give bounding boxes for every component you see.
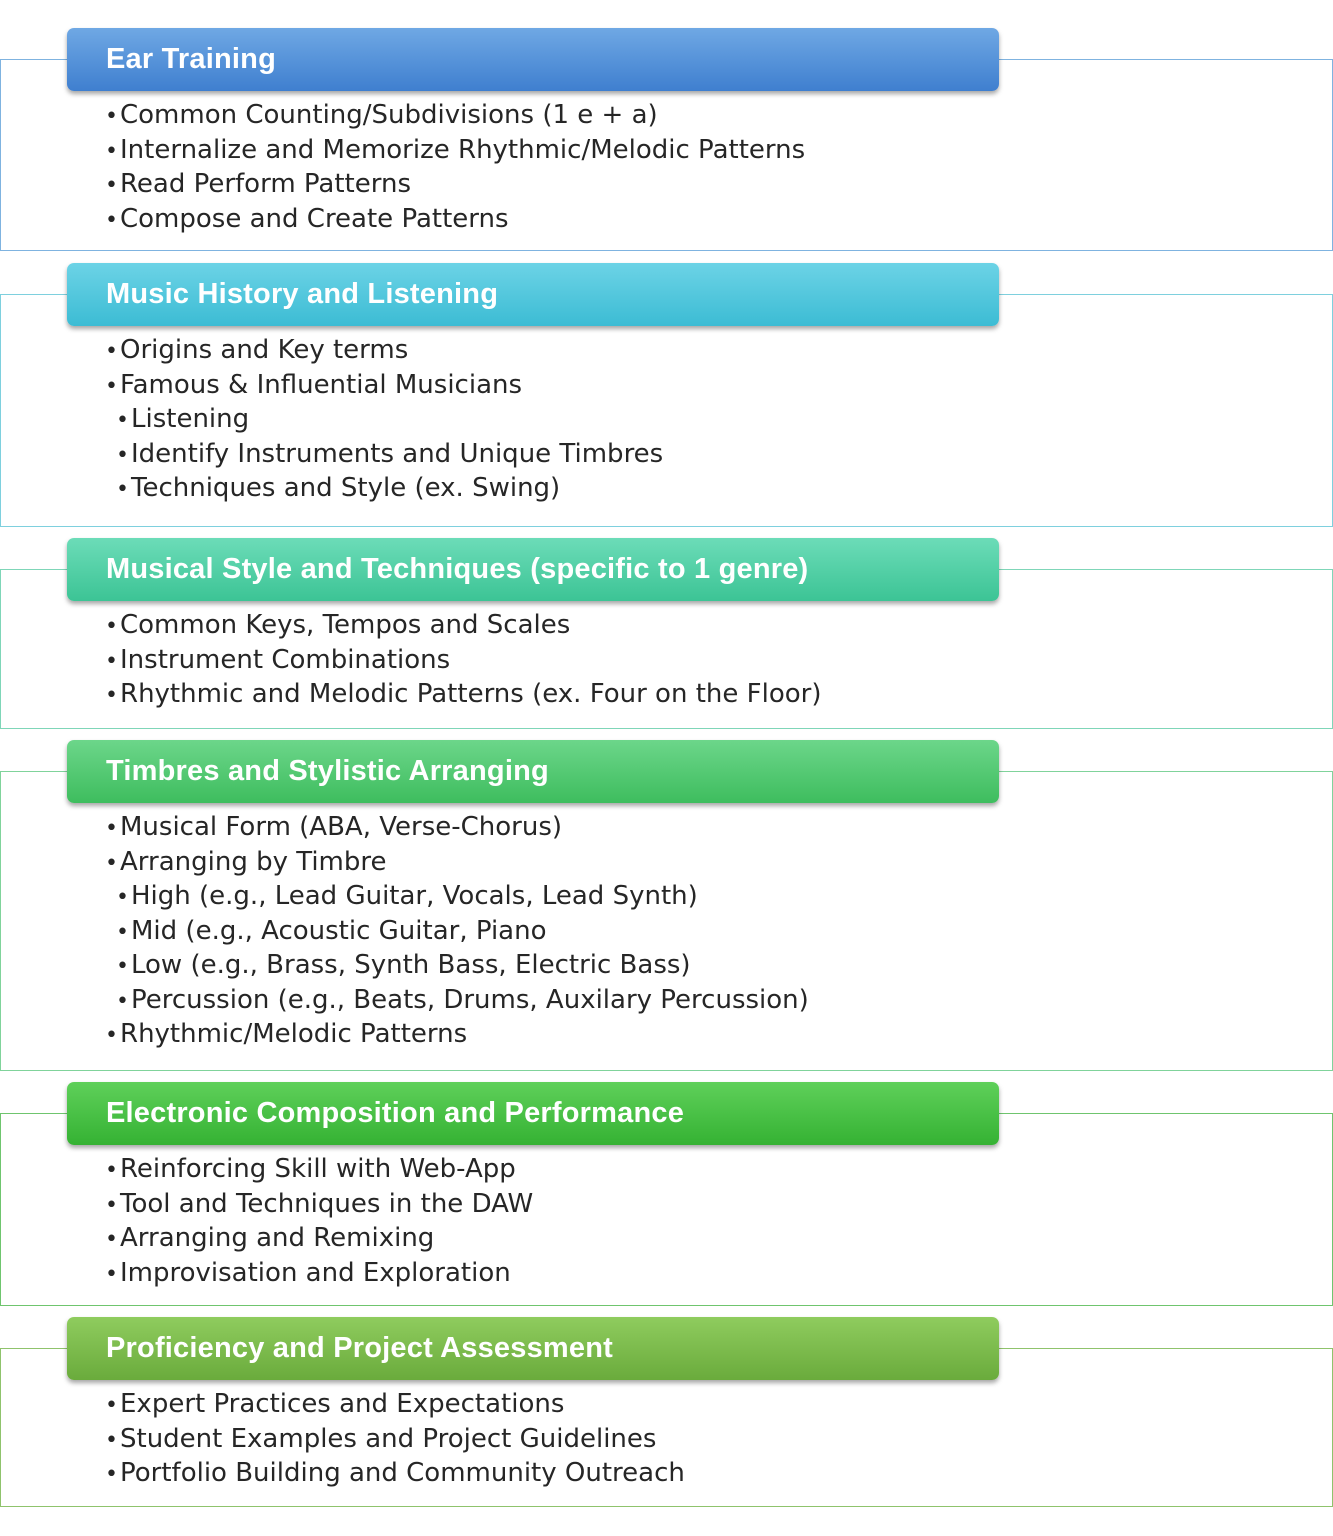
- section-header: Electronic Composition and Performance: [67, 1082, 999, 1145]
- list-item-text: Rhythmic/Melodic Patterns: [120, 1019, 468, 1049]
- list-item: [105, 845, 809, 880]
- bullet-icon: •: [116, 954, 129, 979]
- section-electronic-composition-and-performance: [0, 1082, 1333, 1306]
- section-header: Timbres and Stylistic Arranging: [67, 740, 999, 803]
- list-item-text: Common Keys, Tempos and Scales: [120, 610, 571, 640]
- list-item-text: Mid (e.g., Acoustic Guitar, Piano: [131, 915, 547, 946]
- bullet-icon: •: [105, 1261, 118, 1287]
- sub-list-item: [105, 402, 663, 437]
- list-item-text: Tool and Techniques in the DAW: [120, 1188, 534, 1219]
- list-item: [105, 133, 805, 168]
- list-item-text: Internalize and Memorize Rhythmic/Melodic Patterns: [120, 134, 806, 165]
- section-music-history-and-listening: [0, 263, 1333, 527]
- list-item: [105, 677, 821, 712]
- list-item: [105, 333, 663, 368]
- section-item-list: [105, 810, 809, 1052]
- bullet-icon: •: [116, 919, 129, 945]
- bullet-icon: •: [105, 104, 118, 129]
- bullet-icon: •: [105, 648, 118, 674]
- sub-list-item: [105, 914, 809, 949]
- list-item-text: Read Perform Patterns: [120, 169, 412, 199]
- section-header: Music History and Listening: [67, 263, 999, 326]
- section-item-list: [105, 1152, 533, 1290]
- section-header: Ear Training: [67, 28, 999, 91]
- list-item-text: Identify Instruments and Unique Timbres: [131, 438, 664, 469]
- list-item: [105, 167, 805, 202]
- list-item-text: Rhythmic and Melodic Patterns (ex. Four on the Floor): [120, 679, 822, 709]
- list-item-text: Portfolio Building and Community Outreach: [120, 1458, 685, 1488]
- sub-list-item: [105, 983, 809, 1018]
- bullet-icon: •: [116, 477, 129, 502]
- list-item: [105, 1256, 533, 1291]
- list-item-text: Reinforcing Skill with Web-App: [120, 1154, 516, 1184]
- sub-list-item: [105, 437, 663, 472]
- list-item-text: Percussion (e.g., Beats, Drums, Auxilary Percussion): [131, 984, 809, 1015]
- list-item: [105, 368, 663, 403]
- section-timbres-and-stylistic-arranging: [0, 740, 1333, 1071]
- bullet-icon: •: [105, 683, 118, 708]
- list-item: [105, 1017, 809, 1052]
- bullet-icon: •: [105, 1393, 118, 1418]
- list-item: [105, 643, 821, 678]
- list-item-text: Low (e.g., Brass, Synth Bass, Electric Bass): [131, 950, 691, 980]
- sub-list-item: [105, 948, 809, 983]
- list-item: [105, 1152, 533, 1187]
- section-item-list: [105, 608, 821, 712]
- list-item-text: Famous & Influential Musicians: [120, 369, 523, 400]
- bullet-icon: •: [116, 988, 129, 1014]
- bullet-icon: •: [105, 1023, 118, 1048]
- section-item-list: [105, 98, 805, 236]
- bullet-icon: •: [105, 1158, 118, 1183]
- list-item-text: Common Counting/Subdivisions (1 e + a): [120, 100, 658, 130]
- list-item: [105, 1422, 685, 1457]
- list-item-text: Arranging by Timbre: [120, 846, 387, 877]
- list-item: [105, 810, 809, 845]
- section-proficiency-and-project-assessment: [0, 1317, 1333, 1507]
- bullet-icon: •: [105, 207, 118, 233]
- bullet-icon: •: [105, 1427, 118, 1453]
- bullet-icon: •: [105, 1192, 118, 1218]
- bullet-icon: •: [105, 373, 118, 399]
- list-item: [105, 202, 805, 237]
- list-item: [105, 608, 821, 643]
- section-item-list: [105, 1387, 685, 1491]
- sub-list-item: [105, 879, 809, 914]
- list-item-text: Techniques and Style (ex. Swing): [131, 473, 561, 503]
- list-item-text: Improvisation and Exploration: [120, 1257, 511, 1288]
- bullet-icon: •: [116, 885, 129, 910]
- list-item-text: Student Examples and Project Guidelines: [120, 1423, 657, 1454]
- bullet-icon: •: [105, 138, 118, 164]
- bullet-icon: •: [105, 173, 118, 198]
- bullet-icon: •: [105, 1462, 118, 1487]
- list-item-text: Origins and Key terms: [120, 335, 409, 365]
- section-musical-style-and-techniques-specific-to-1-genre: [0, 538, 1333, 729]
- bullet-icon: •: [105, 850, 118, 876]
- list-item-text: High (e.g., Lead Guitar, Vocals, Lead Synth): [131, 881, 698, 911]
- list-item-text: Expert Practices and Expectations: [120, 1389, 565, 1419]
- section-item-list: [105, 333, 663, 506]
- list-item-text: Compose and Create Patterns: [120, 203, 509, 234]
- list-item-text: Listening: [131, 404, 250, 434]
- list-item: [105, 1387, 685, 1422]
- list-item: [105, 98, 805, 133]
- bullet-icon: •: [116, 408, 129, 433]
- bullet-icon: •: [105, 339, 118, 364]
- list-item-text: Arranging and Remixing: [120, 1223, 435, 1253]
- bullet-icon: •: [105, 1227, 118, 1252]
- list-item: [105, 1187, 533, 1222]
- list-item-text: Musical Form (ABA, Verse-Chorus): [120, 812, 563, 842]
- bullet-icon: •: [105, 614, 118, 639]
- section-header: Proficiency and Project Assessment: [67, 1317, 999, 1380]
- list-item: [105, 1456, 685, 1491]
- sub-list-item: [105, 471, 663, 506]
- bullet-icon: •: [105, 816, 118, 841]
- section-ear-training: [0, 28, 1333, 251]
- bullet-icon: •: [116, 442, 129, 468]
- section-header: Musical Style and Techniques (specific to 1 genre): [67, 538, 999, 601]
- list-item-text: Instrument Combinations: [120, 644, 451, 675]
- list-item: [105, 1221, 533, 1256]
